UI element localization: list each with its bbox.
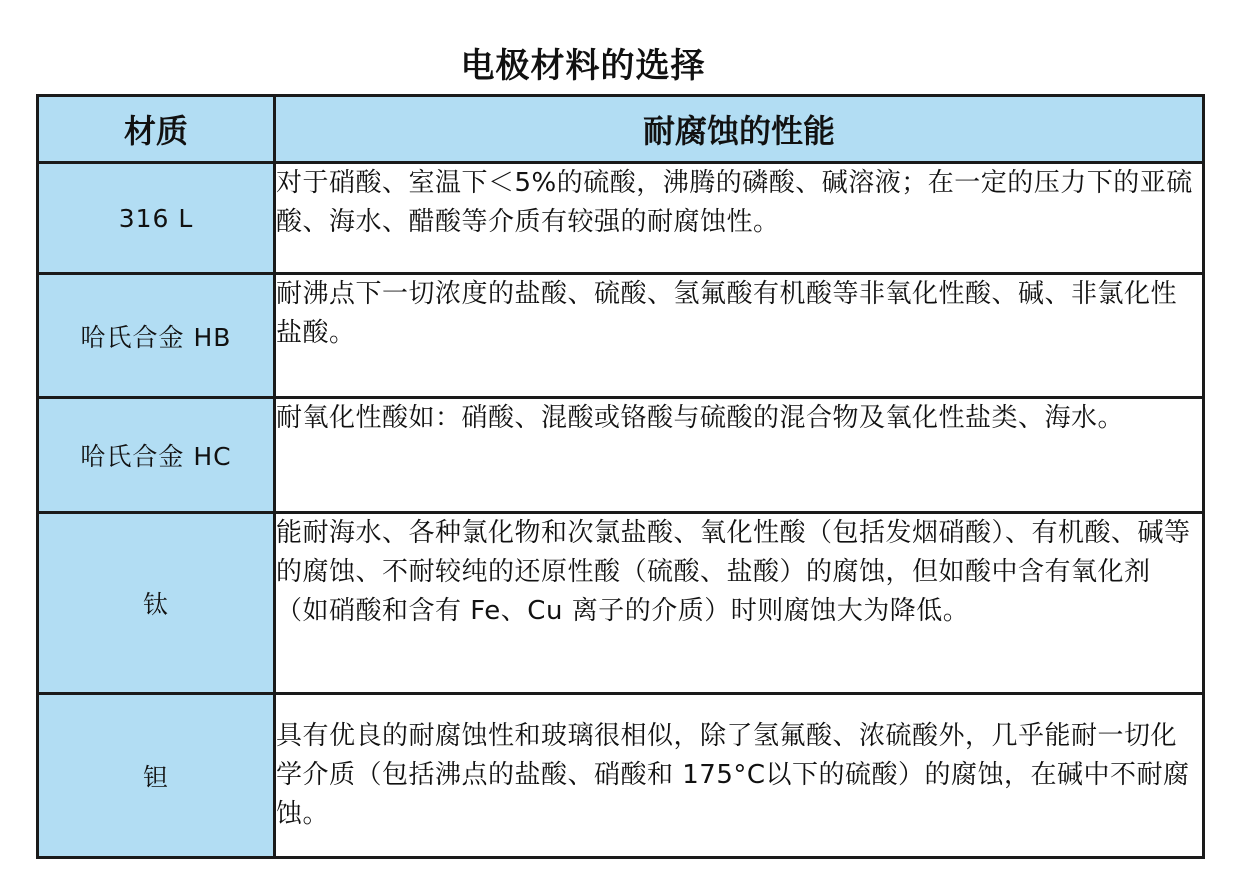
material-cell: 哈氏合金 HC: [38, 398, 275, 513]
performance-cell: 耐氧化性酸如：硝酸、混酸或铬酸与硫酸的混合物及氧化性盐类、海水。: [275, 398, 1204, 513]
table-row: [38, 163, 1204, 274]
materials-table: [36, 94, 1205, 859]
material-cell: 哈氏合金 HB: [38, 274, 275, 398]
table-row: [38, 274, 1204, 398]
table-header-row: [38, 96, 1204, 163]
performance-cell: 对于硝酸、室温下＜5%的硫酸，沸腾的磷酸、碱溶液；在一定的压力下的亚硫酸、海水、醋酸等介质有较强的耐腐蚀性。: [275, 163, 1204, 274]
performance-cell: 耐沸点下一切浓度的盐酸、硫酸、氢氟酸有机酸等非氧化性酸、碱、非氯化性盐酸。: [275, 274, 1204, 398]
page-title: 电极材料的选择: [460, 46, 706, 86]
table-row: [38, 513, 1204, 694]
header-material: 材质: [38, 96, 275, 163]
table-row: [38, 694, 1204, 858]
material-cell: 钽: [38, 694, 275, 858]
performance-cell: 具有优良的耐腐蚀性和玻璃很相似，除了氢氟酸、浓硫酸外，几乎能耐一切化学介质（包括沸点的盐酸、硝酸和 175°C以下的硫酸）的腐蚀，在碱中不耐腐蚀。: [275, 694, 1204, 858]
header-corrosion-resistance: 耐腐蚀的性能: [275, 96, 1204, 163]
performance-cell: 能耐海水、各种氯化物和次氯盐酸、氧化性酸（包括发烟硝酸）、有机酸、碱等的腐蚀、不耐较纯的还原性酸（硫酸、盐酸）的腐蚀，但如酸中含有氧化剂（如硝酸和含有 Fe、Cu 离子的介质）时则腐蚀大为降低。: [275, 513, 1204, 694]
material-cell: 钛: [38, 513, 275, 694]
material-cell: 316 L: [38, 163, 275, 274]
table-row: [38, 398, 1204, 513]
